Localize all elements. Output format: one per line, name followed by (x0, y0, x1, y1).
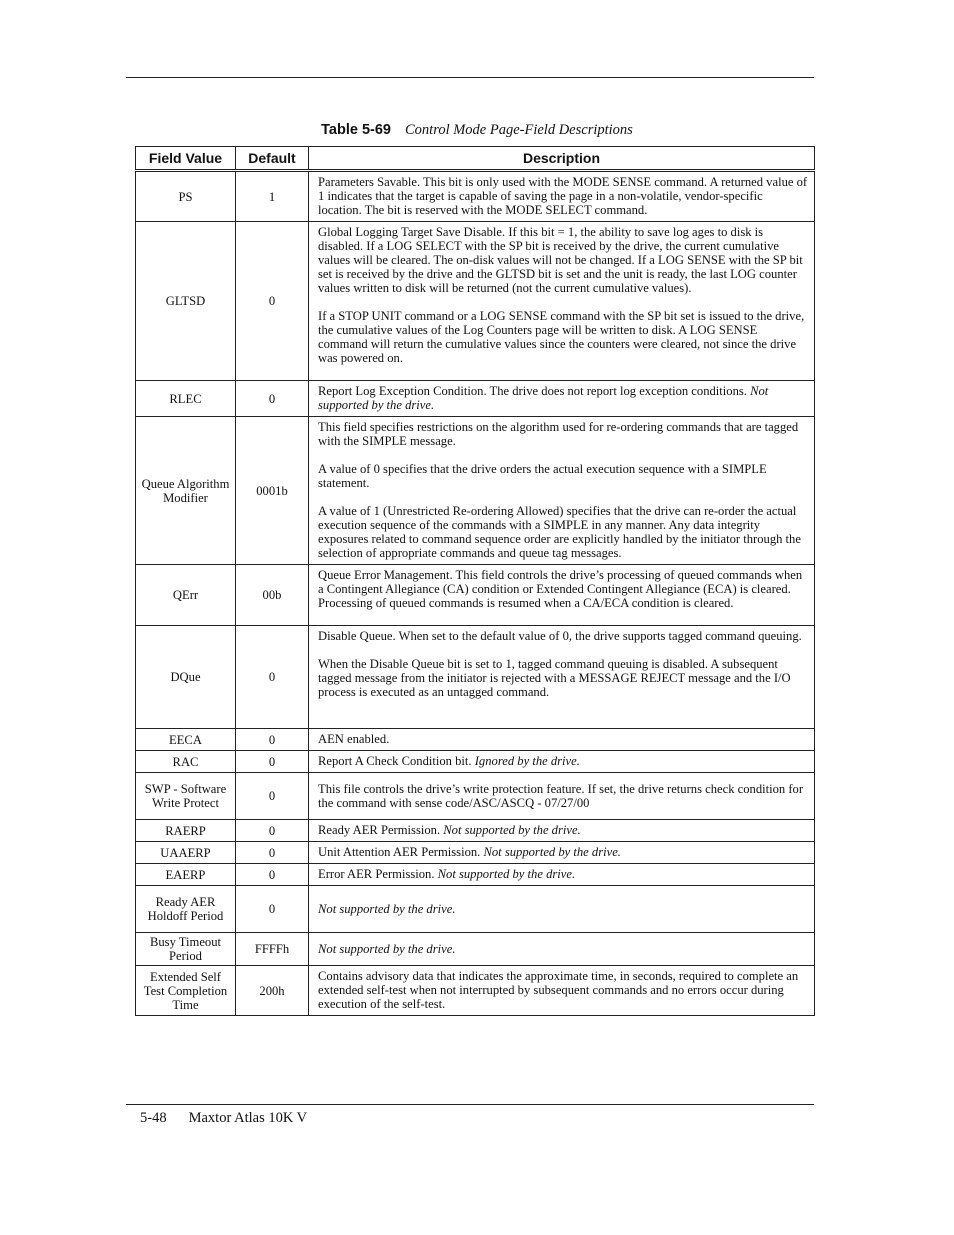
description-cell (309, 751, 815, 773)
footer-rule (126, 1104, 814, 1105)
field-value-cell: UAAERP (136, 842, 236, 864)
description-cell (309, 565, 815, 626)
page-footer (140, 1110, 307, 1127)
description-cell (309, 171, 815, 222)
col-header-field-value: Field Value (136, 147, 236, 171)
table-row (136, 626, 815, 729)
description-text: Parameters Savable. This bit is only used with the MODE SENSE command. A returned value of 1 indicates that the target is capable of saving the page in a non-volatile, vendor-specific location. The bit is reserved with the MODE SELECT command. (318, 175, 808, 217)
description-text: When the Disable Queue bit is set to 1, tagged command queuing is disabled. A subsequent tagged message from the initiator is rejected with a MESSAGE REJECT message and the I/O process is executed as an untagged command. (318, 657, 791, 699)
default-cell: FFFFh (236, 933, 309, 966)
description-cell (309, 417, 815, 565)
description-text: A value of 0 specifies that the drive orders the actual execution sequence with a SIMPLE statement. (318, 462, 767, 490)
field-value-cell: Extended Self Test Completion Time (136, 966, 236, 1016)
table-row (136, 966, 815, 1016)
field-value-cell: QErr (136, 565, 236, 626)
table-row (136, 565, 815, 626)
table-row (136, 729, 815, 751)
table-row (136, 381, 815, 417)
description-text: This file controls the drive’s write protection feature. If set, the drive returns check condition for the command with sense code/ASC/ASCQ - 07/27/00 (318, 781, 804, 810)
field-value-cell: PS (136, 171, 236, 222)
default-cell: 0 (236, 842, 309, 864)
note-not-supported: Not supported by the drive. (483, 845, 621, 859)
note-not-supported: Not supported by the drive. (318, 384, 769, 412)
default-cell: 0001b (236, 417, 309, 565)
note-not-supported: Not supported by the drive. (443, 823, 581, 837)
description-text: Contains advisory data that indicates the approximate time, in seconds, required to complete an extended self-test when not interrupted by subsequent commands and no errors occur during execution of the self-test. (318, 969, 799, 1011)
description-text: Report Log Exception Condition. The drive does not report log exception conditions. (318, 384, 751, 398)
field-value-cell: GLTSD (136, 222, 236, 381)
table-row (136, 820, 815, 842)
header-rule (126, 77, 814, 78)
note-not-supported: Not supported by the drive. (318, 941, 456, 956)
table-row (136, 842, 815, 864)
description-cell (309, 381, 815, 417)
description-text: Unit Attention AER Permission. (318, 845, 484, 859)
description-cell (309, 933, 815, 966)
table-row (136, 222, 815, 381)
description-text: Ready AER Permission. (318, 823, 444, 837)
table-caption (0, 122, 954, 139)
table-title: Control Mode Page-Field Descriptions (405, 122, 633, 138)
field-value-cell: EECA (136, 729, 236, 751)
note-ignored: Ignored by the drive. (474, 754, 580, 768)
description-cell (309, 820, 815, 842)
description-cell (309, 842, 815, 864)
field-value-cell: RAERP (136, 820, 236, 842)
col-header-description: Description (309, 147, 815, 171)
table-row (136, 171, 815, 222)
default-cell: 1 (236, 171, 309, 222)
description-cell (309, 222, 815, 381)
default-cell: 0 (236, 773, 309, 820)
description-cell (309, 864, 815, 886)
description-cell (309, 886, 815, 933)
field-value-cell: Queue Algorithm Modifier (136, 417, 236, 565)
default-cell: 0 (236, 729, 309, 751)
table-row (136, 864, 815, 886)
product-name: Maxtor Atlas 10K V (188, 1110, 308, 1126)
note-not-supported: Not supported by the drive. (437, 867, 576, 881)
default-cell: 0 (236, 626, 309, 729)
description-cell (309, 729, 815, 751)
description-cell (309, 773, 815, 820)
description-text: Error AER Permission. (318, 867, 438, 881)
field-description-table (135, 146, 815, 1016)
field-value-cell: RAC (136, 751, 236, 773)
default-cell: 00b (236, 565, 309, 626)
field-value-cell: Busy Timeout Period (136, 933, 236, 966)
default-cell: 0 (236, 222, 309, 381)
description-text: Global Logging Target Save Disable. If this bit = 1, the ability to save log ages to disk is disabled. If a LOG SELECT with the SP bit is received by the drive, the current cumulative values will be cleared. The on-disk values will not be changed. If a LOG SENSE with the SP bit set is received by the drive and the GLTSD bit is set and the unit is ready, the last LOG counter values written to disk will be returned (not the current cumulative values). (318, 225, 803, 295)
table-row (136, 751, 815, 773)
table-row (136, 417, 815, 565)
description-text: AEN enabled. (318, 732, 390, 746)
note-not-supported: Not supported by the drive. (318, 901, 456, 916)
default-cell: 0 (236, 886, 309, 933)
field-value-cell: Ready AER Holdoff Period (136, 886, 236, 933)
description-cell (309, 966, 815, 1016)
default-cell: 0 (236, 751, 309, 773)
col-header-default: Default (236, 147, 309, 171)
default-cell: 0 (236, 820, 309, 842)
field-value-cell: DQue (136, 626, 236, 729)
description-text: If a STOP UNIT command or a LOG SENSE command with the SP bit set is issued to the drive, the cumulative values of the Log Counters page will be written to disk. A LOG SENSE command will return the cumulative values since the counters were cleared, not since the drive was powered on. (318, 309, 805, 365)
page-number: 5-48 (140, 1110, 167, 1126)
default-cell: 0 (236, 864, 309, 886)
table-number: Table 5-69 (321, 122, 392, 138)
table-row (136, 773, 815, 820)
description-text: Disable Queue. When set to the default value of 0, the drive supports tagged command queuing. (318, 629, 802, 643)
field-value-cell: SWP - Software Write Protect (136, 773, 236, 820)
default-cell: 200h (236, 966, 309, 1016)
default-cell: 0 (236, 381, 309, 417)
description-text: This field specifies restrictions on the algorithm used for re-ordering commands that are tagged with the SIMPLE message. (318, 420, 799, 448)
table-header-row (136, 147, 815, 171)
field-value-cell: RLEC (136, 381, 236, 417)
field-value-cell: EAERP (136, 864, 236, 886)
description-text: Queue Error Management. This field controls the drive’s processing of queued commands when a Contingent Allegiance (CA) condition or Extended Contingent Allegiance (ECA) is cleared. Processing of queued commands is resumed when a CA/ECA condition is cleared. (318, 568, 803, 610)
description-cell (309, 626, 815, 729)
table-row (136, 933, 815, 966)
table-row (136, 886, 815, 933)
description-text: A value of 1 (Unrestricted Re-ordering Allowed) specifies that the drive can re-order the actual execution sequence of the commands with a SIMPLE in any manner. Any data integrity exposures related to command sequence order are explicitly handled by the initiator through the selection of appropriate commands and queue tag messages. (318, 504, 801, 560)
description-text: Report A Check Condition bit. (318, 754, 475, 768)
